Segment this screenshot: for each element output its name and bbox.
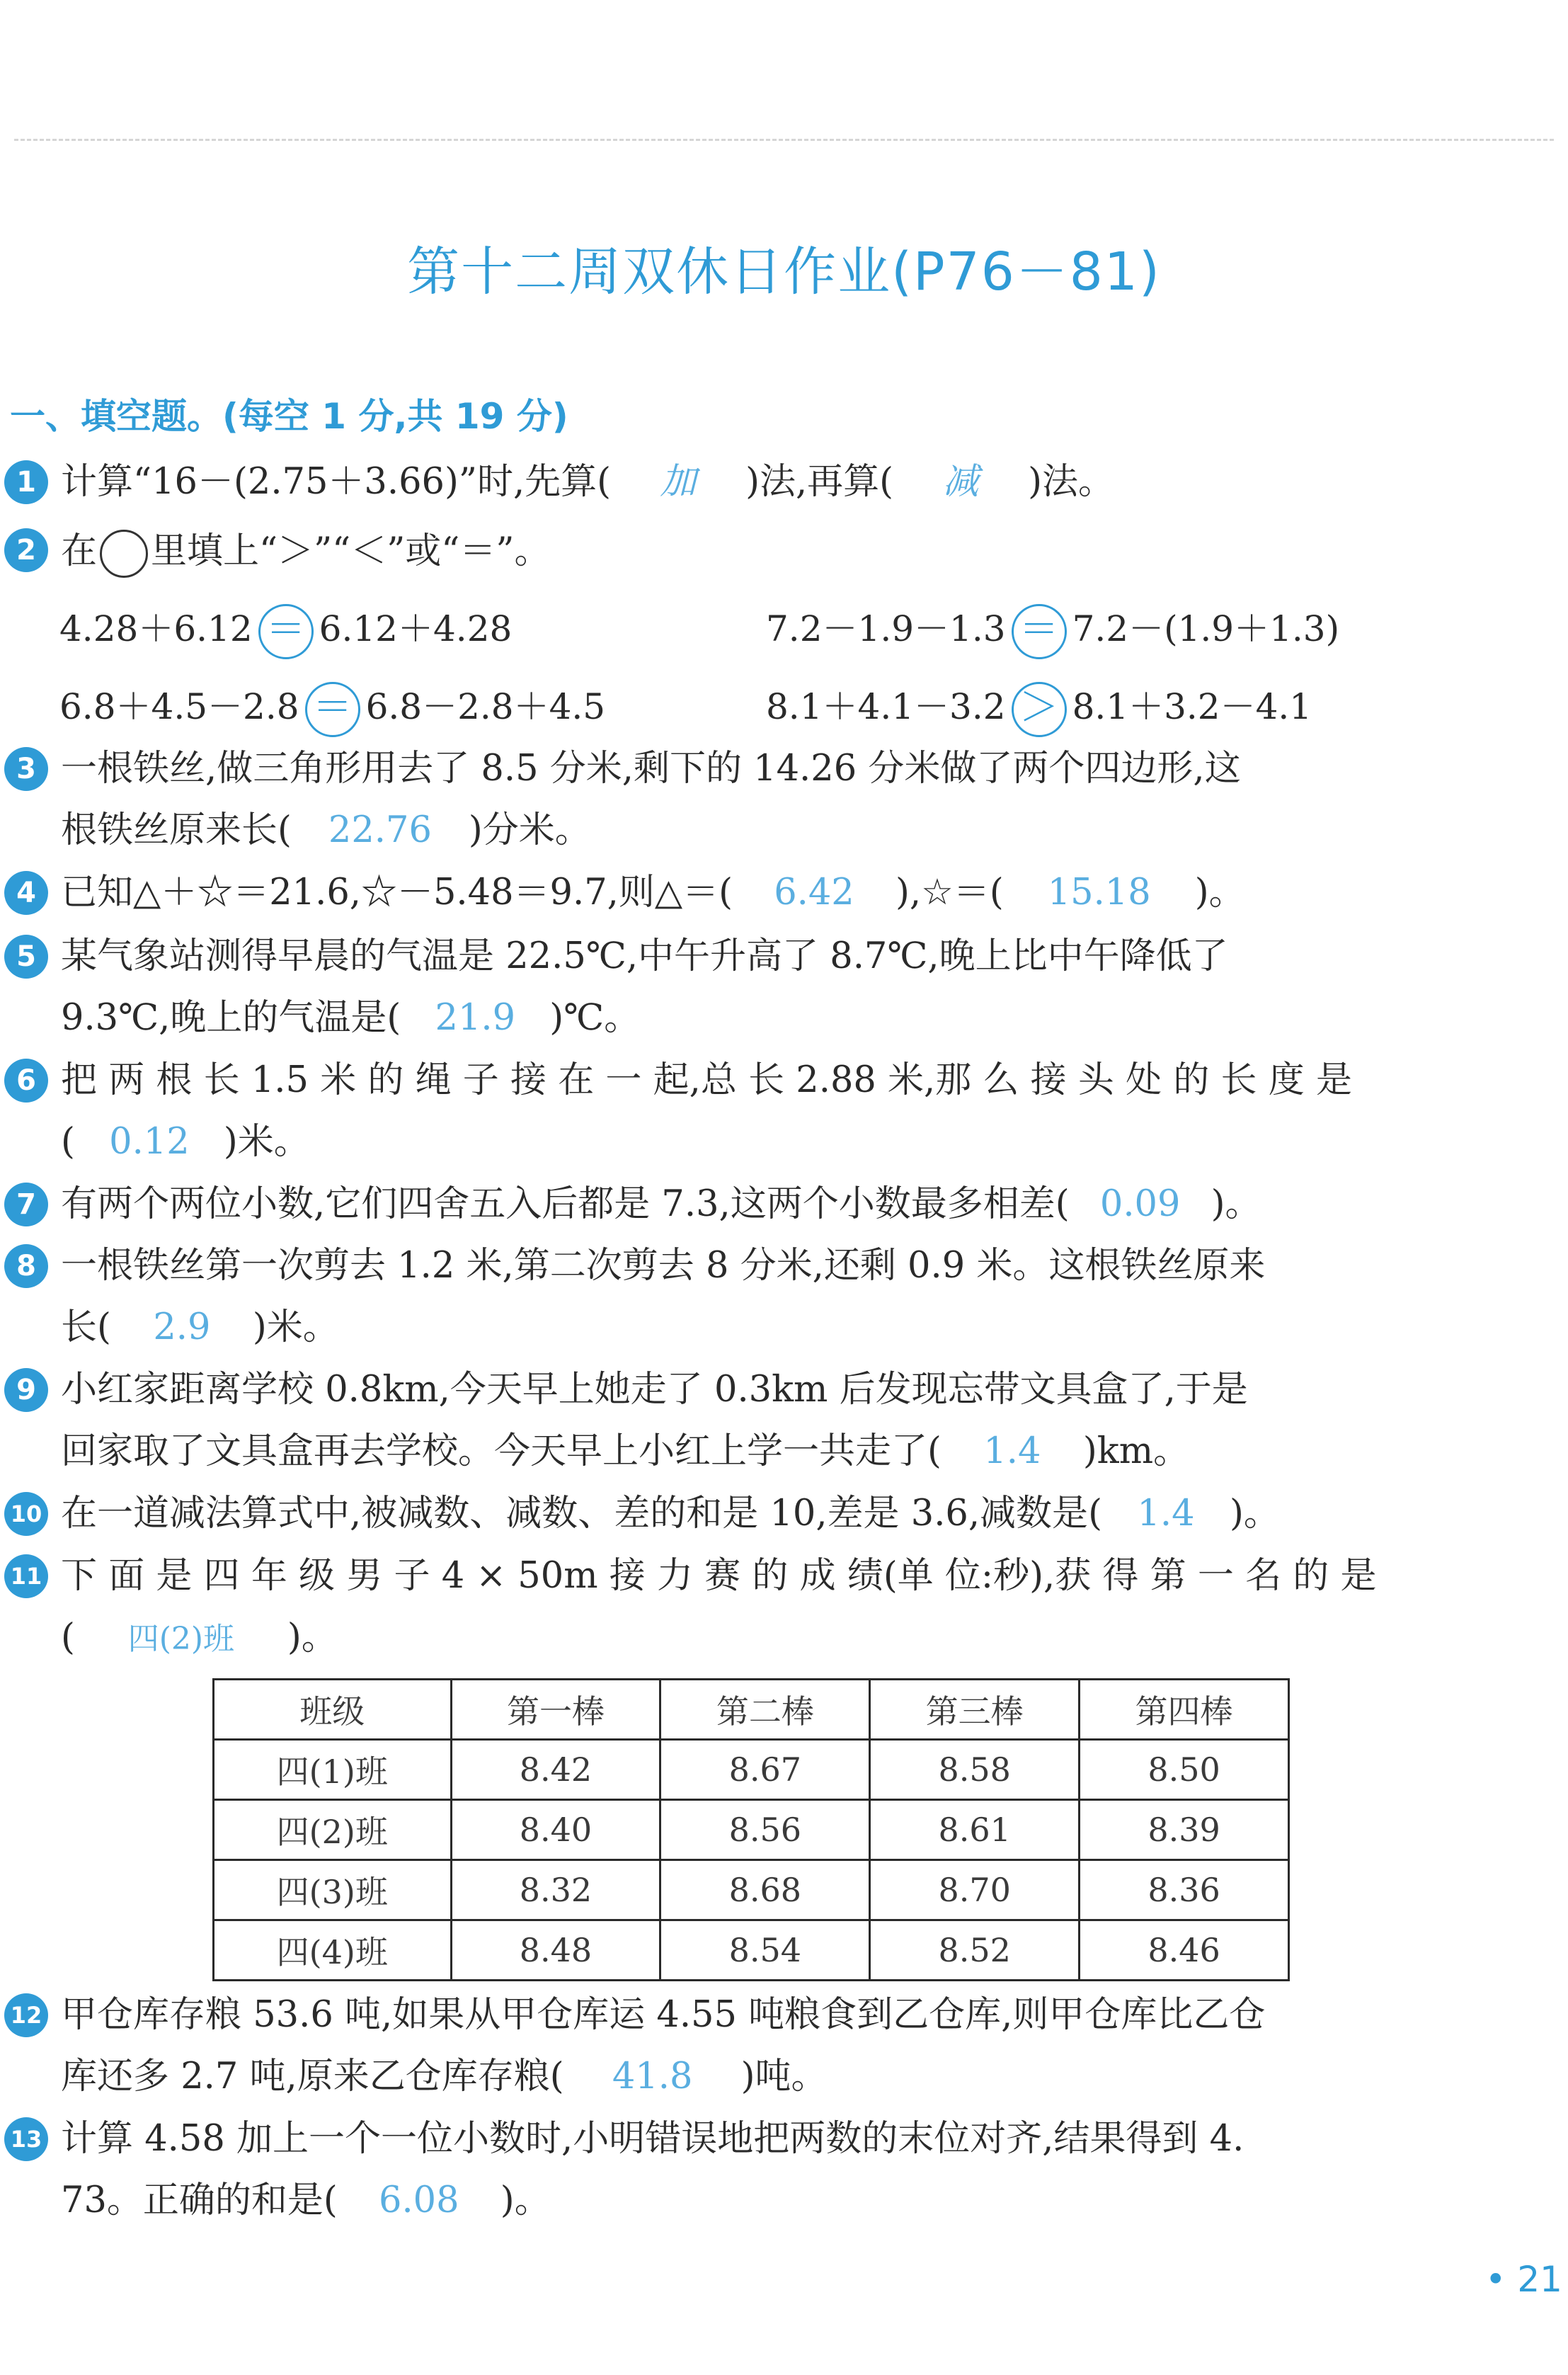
table-cell: 8.42 — [451, 1740, 660, 1800]
answer-blank: 加 — [660, 461, 697, 503]
table-cell: 8.68 — [660, 1860, 870, 1920]
top-dashed-divider — [14, 139, 1554, 141]
empty-circle-icon — [100, 530, 148, 578]
comparison-answer: ＝ — [258, 604, 314, 659]
question-number-5: 5 — [4, 935, 48, 979]
comparison-1: 4.28＋6.12 ＝ 6.12＋4.28 — [59, 600, 512, 659]
question-13-line-2: 73。正确的和是( 6.08 )。 — [61, 2180, 551, 2221]
answer-blank: 21.9 — [435, 997, 516, 1039]
comparison-answer: ＝ — [305, 682, 360, 737]
table-cell: 8.39 — [1080, 1800, 1289, 1860]
question-number-7: 7 — [4, 1183, 48, 1226]
question-number-2: 2 — [4, 528, 48, 572]
table-cell: 8.32 — [451, 1860, 660, 1920]
table-cell: 四(1)班 — [214, 1740, 452, 1800]
table-cell: 8.36 — [1080, 1860, 1289, 1920]
table-cell: 8.52 — [870, 1920, 1080, 1981]
question-6-line-1: 把 两 根 长 1.5 米 的 绳 子 接 在 一 起,总 长 2.88 米,那 么 接 头 处 的 长 度 是 — [61, 1059, 1352, 1101]
question-number-11: 11 — [4, 1554, 48, 1598]
question-11-line-1: 下 面 是 四 年 级 男 子 4 × 50m 接 力 赛 的 成 绩(单 位:秒),获 得 第 一 名 的 是 — [61, 1555, 1377, 1597]
question-5-line-2: 9.3℃,晚上的气温是( 21.9 )℃。 — [61, 997, 641, 1039]
question-6-line-2: ( 0.12 )米。 — [61, 1121, 310, 1163]
table-row — [214, 1800, 1289, 1860]
comparison-2: 7.2－1.9－1.3 ＝ 7.2－(1.9＋1.3) — [766, 600, 1339, 659]
answer-blank: 0.09 — [1099, 1183, 1181, 1225]
question-4: 已知△＋☆＝21.6,☆－5.48＝9.7,则△＝( 6.42 ),☆＝( 15.18 )。 — [61, 872, 1245, 913]
answer-blank: 减 — [942, 461, 979, 503]
table-cell: 8.58 — [870, 1740, 1080, 1800]
question-number-10: 10 — [4, 1492, 48, 1536]
table-header: 第二棒 — [660, 1680, 870, 1740]
question-7: 有两个两位小数,它们四舍五入后都是 7.3,这两个小数最多相差( 0.09 )。 — [61, 1183, 1261, 1225]
table-header: 第四棒 — [1080, 1680, 1289, 1740]
question-number-8: 8 — [4, 1244, 48, 1288]
table-cell: 8.50 — [1080, 1740, 1289, 1800]
section-heading: 一、填空题。(每空 1 分,共 19 分) — [10, 396, 568, 437]
table-header: 第三棒 — [870, 1680, 1080, 1740]
table-cell: 8.46 — [1080, 1920, 1289, 1981]
question-8-line-1: 一根铁丝第一次剪去 1.2 米,第二次剪去 8 分米,还剩 0.9 米。这根铁丝原来 — [61, 1245, 1266, 1287]
table-cell: 8.70 — [870, 1860, 1080, 1920]
question-13-line-1: 计算 4.58 加上一个一位小数时,小明错误地把两数的末位对齐,结果得到 4. — [61, 2118, 1244, 2160]
question-number-1: 1 — [4, 460, 48, 504]
answer-blank: 四(2)班 — [127, 1621, 235, 1657]
answer-blank: 22.76 — [328, 809, 432, 851]
answer-blank: 6.08 — [379, 2180, 459, 2221]
question-12-line-1: 甲仓库存粮 53.6 吨,如果从甲仓库运 4.55 吨粮食到乙仓库,则甲仓库比乙仓 — [61, 1994, 1266, 2036]
answer-blank: 2.9 — [153, 1306, 211, 1348]
question-number-13: 13 — [4, 2117, 48, 2161]
table-row — [214, 1740, 1289, 1800]
page-number: • 21 — [1484, 2259, 1562, 2300]
relay-scores-table — [212, 1678, 1290, 1981]
question-10: 在一道减法算式中,被减数、减数、差的和是 10,差是 3.6,减数是( 1.4 )。 — [61, 1493, 1280, 1534]
table-cell: 四(3)班 — [214, 1860, 452, 1920]
table-header: 第一棒 — [451, 1680, 660, 1740]
table-cell: 8.56 — [660, 1800, 870, 1860]
question-number-3: 3 — [4, 747, 48, 791]
answer-blank: 6.42 — [774, 872, 854, 913]
table-cell: 8.48 — [451, 1920, 660, 1981]
table-cell: 8.54 — [660, 1920, 870, 1981]
answer-blank: 1.4 — [983, 1430, 1041, 1472]
question-5-line-1: 某气象站测得早晨的气温是 22.5℃,中午升高了 8.7℃,晚上比中午降低了 — [61, 935, 1228, 977]
table-cell: 四(2)班 — [214, 1800, 452, 1860]
question-3-line-2: 根铁丝原来长( 22.76 )分米。 — [61, 809, 591, 851]
comparison-3: 6.8＋4.5－2.8 ＝ 6.8－2.8＋4.5 — [59, 678, 605, 737]
table-row — [214, 1920, 1289, 1981]
comparison-4: 8.1＋4.1－3.2 ＞ 8.1＋3.2－4.1 — [766, 678, 1312, 737]
table-row — [214, 1860, 1289, 1920]
page-title: 第十二周双休日作业(P76－81) — [407, 241, 1161, 302]
table-header-row — [214, 1680, 1289, 1740]
comparison-answer: ＝ — [1012, 604, 1067, 659]
table-cell: 四(4)班 — [214, 1920, 452, 1981]
question-number-4: 4 — [4, 871, 48, 915]
question-8-line-2: 长( 2.9 )米。 — [61, 1306, 339, 1348]
question-number-6: 6 — [4, 1059, 48, 1103]
question-9-line-2: 回家取了文具盒再去学校。今天早上小红上学一共走了( 1.4 )km。 — [61, 1430, 1190, 1472]
question-9-line-1: 小红家距离学校 0.8km,今天早上她走了 0.3km 后发现忘带文具盒了,于是 — [61, 1369, 1248, 1411]
comparison-answer: ＞ — [1012, 682, 1067, 737]
answer-blank: 15.18 — [1047, 872, 1151, 913]
question-number-9: 9 — [4, 1368, 48, 1412]
question-2: 在 里填上“＞”“＜”或“＝”。 — [61, 530, 550, 578]
question-12-line-2: 库还多 2.7 吨,原来乙仓库存粮( 41.8 )吨。 — [61, 2056, 828, 2097]
question-11-line-2: ( 四(2)班 )。 — [61, 1617, 338, 1658]
question-1: 计算“16－(2.75＋3.66)”时,先算( 加 )法,再算( 减 )法。 — [61, 461, 1114, 503]
question-3-line-1: 一根铁丝,做三角形用去了 8.5 分米,剩下的 14.26 分米做了两个四边形,这 — [61, 748, 1241, 790]
table-cell: 8.40 — [451, 1800, 660, 1860]
answer-blank: 1.4 — [1137, 1493, 1195, 1534]
table-header: 班级 — [214, 1680, 452, 1740]
answer-blank: 41.8 — [612, 2056, 693, 2097]
question-number-12: 12 — [4, 1993, 48, 2037]
table-cell: 8.67 — [660, 1740, 870, 1800]
answer-blank: 0.12 — [109, 1121, 190, 1163]
table-cell: 8.61 — [870, 1800, 1080, 1860]
